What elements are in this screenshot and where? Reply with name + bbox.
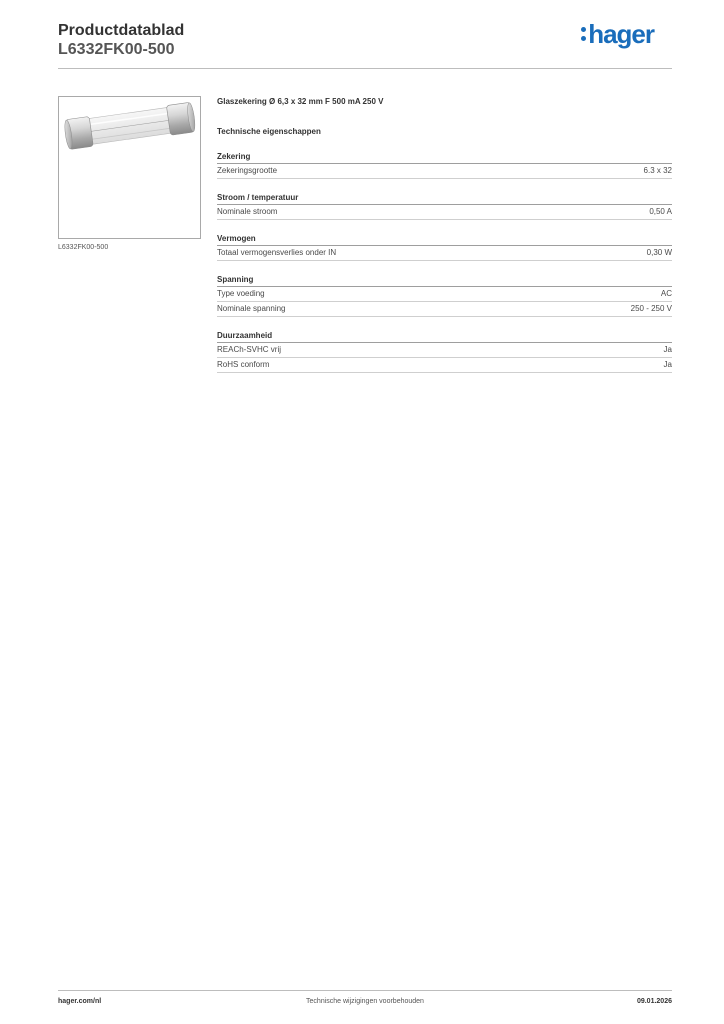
- spec-group-zekering: [217, 151, 672, 179]
- footer-divider: [58, 990, 672, 991]
- spec-label: Zekeringsgrootte: [217, 166, 278, 175]
- spec-row: [217, 205, 672, 220]
- product-image: [58, 96, 201, 239]
- spec-group-spanning: [217, 274, 672, 317]
- page-header: [58, 20, 672, 68]
- spec-value: 0,50 A: [649, 207, 672, 216]
- footer-disclaimer: Technische wijzigingen voorbehouden: [306, 998, 424, 1005]
- spec-label: REACh-SVHC vrij: [217, 345, 282, 354]
- logo-wordmark: hager: [588, 18, 654, 49]
- spec-value: 250 - 250 V: [630, 304, 672, 313]
- spec-row: [217, 246, 672, 261]
- spec-group-vermogen: [217, 233, 672, 261]
- spec-group-title: Spanning: [217, 274, 672, 287]
- spec-label: Totaal vermogensverlies onder IN: [217, 248, 337, 257]
- spec-row: [217, 164, 672, 179]
- spec-row: [217, 287, 672, 302]
- page-footer: [58, 998, 672, 1010]
- spec-label: RoHS conform: [217, 360, 270, 369]
- spec-group-title: Vermogen: [217, 233, 672, 246]
- product-image-caption: L6332FK00-500: [58, 244, 109, 251]
- spec-row: [217, 302, 672, 317]
- spec-value: Ja: [663, 345, 672, 354]
- spec-group-duurzaamheid: [217, 330, 672, 373]
- hager-logo: [581, 20, 654, 48]
- spec-row: [217, 358, 672, 373]
- spec-label: Type voeding: [217, 289, 265, 298]
- specs-heading: Technische eigenschappen: [217, 127, 321, 136]
- spec-value: Ja: [663, 360, 672, 369]
- spec-value: 6.3 x 32: [643, 166, 672, 175]
- footer-website: hager.com/nl: [58, 998, 102, 1005]
- product-specs: [217, 96, 672, 373]
- logo-dots-icon: [581, 27, 586, 41]
- spec-row: [217, 343, 672, 358]
- spec-label: Nominale stroom: [217, 207, 278, 216]
- product-name: Glaszekering Ø 6,3 x 32 mm F 500 mA 250 V: [217, 97, 384, 106]
- spec-value: AC: [660, 289, 672, 298]
- spec-group-title: Duurzaamheid: [217, 330, 672, 343]
- header-divider: [58, 68, 672, 69]
- spec-group-title: Zekering: [217, 151, 672, 164]
- spec-label: Nominale spanning: [217, 304, 286, 313]
- footer-date: 09.01.2026: [636, 998, 672, 1005]
- spec-group-stroom: [217, 192, 672, 220]
- glass-fuse-image: [59, 97, 200, 238]
- spec-group-title: Stroom / temperatuur: [217, 192, 672, 205]
- product-code-subtitle: L6332FK00-500: [58, 41, 175, 58]
- page-title: Productdatablad: [58, 22, 185, 39]
- spec-value: 0,30 W: [646, 248, 672, 257]
